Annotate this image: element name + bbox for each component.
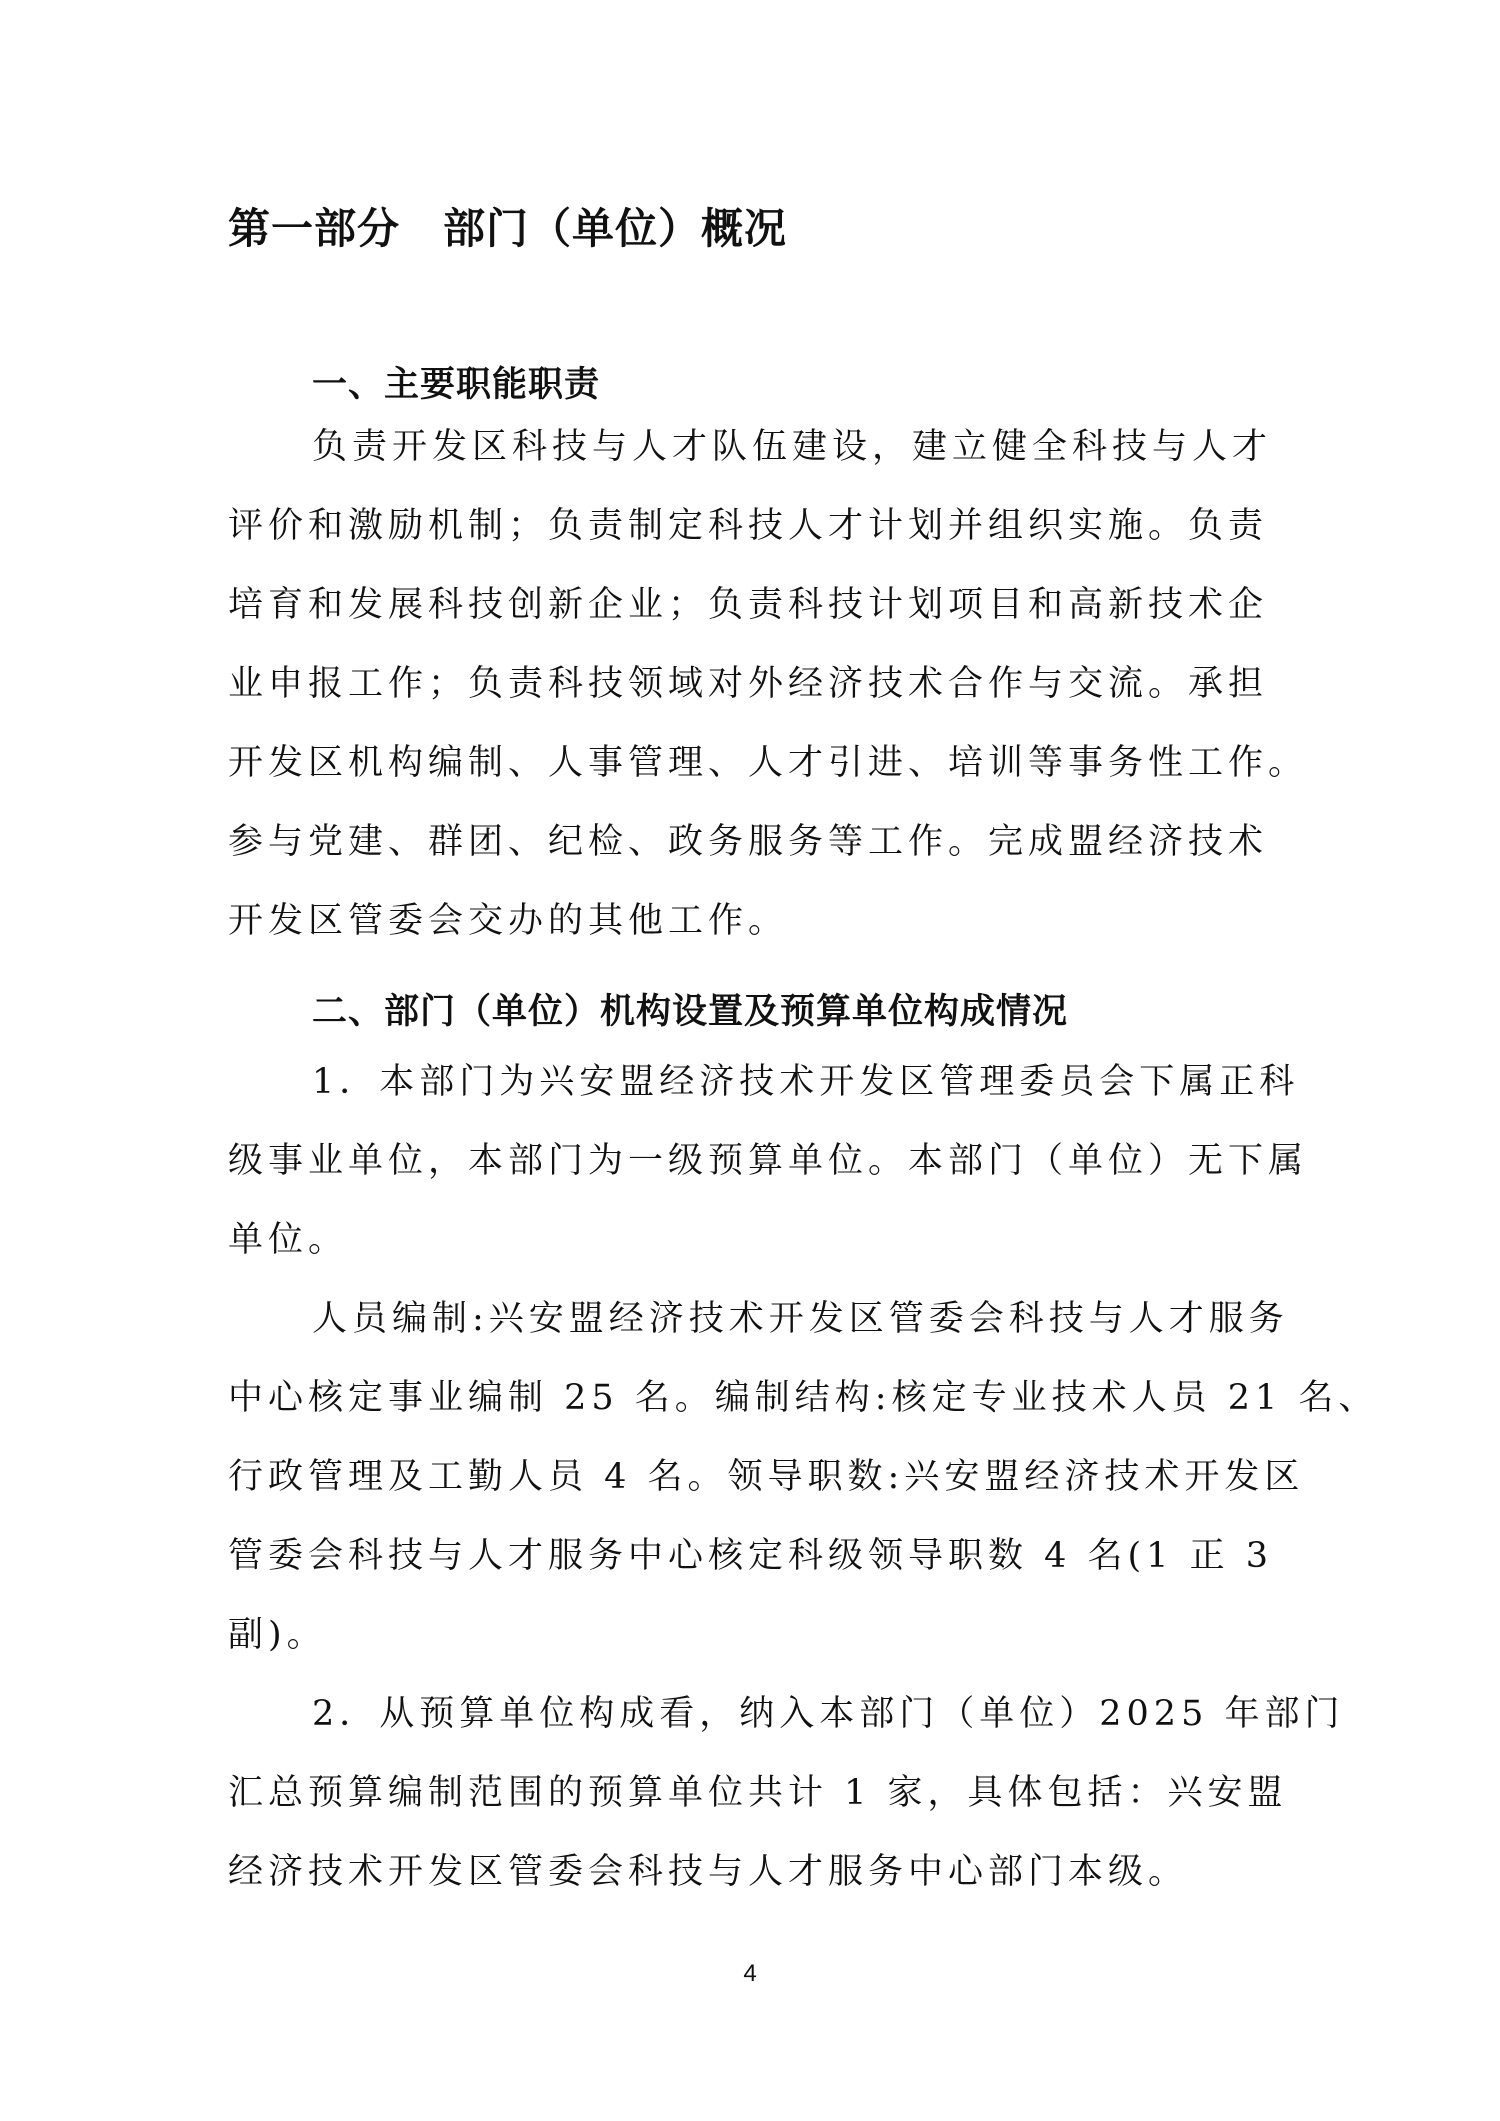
paragraph-line: 评价和激励机制；负责制定科技人才计划并组织实施。负责 — [228, 506, 1269, 546]
paragraph-line: 2．从预算单位构成看，纳入本部门（单位）2025 年部门 — [312, 1694, 1345, 1734]
paragraph-line: 汇总预算编制范围的预算单位共计 1 家，具体包括：兴安盟 — [228, 1773, 1288, 1813]
paragraph-line: 管委会科技与人才服务中心核定科级领导职数 4 名(1 正 3 — [228, 1536, 1273, 1576]
section-heading-structure: 二、部门（单位）机构设置及预算单位构成情况 — [312, 992, 1069, 1032]
page-number: 4 — [743, 1960, 757, 1987]
paragraph-line: 经济技术开发区管委会科技与人才服务中心部门本级。 — [228, 1852, 1189, 1892]
paragraph-line: 人员编制:兴安盟经济技术开发区管委会科技与人才服务 — [312, 1299, 1289, 1339]
paragraph-line: 培育和发展科技创新企业；负责科技计划项目和高新技术企 — [228, 585, 1269, 625]
paragraph-line: 开发区管委会交办的其他工作。 — [228, 901, 789, 941]
paragraph-line: 参与党建、群团、纪检、政务服务等工作。完成盟经济技术 — [228, 822, 1269, 862]
paragraph-line: 中心核定事业编制 25 名。编制结构:核定专业技术人员 21 名、 — [228, 1378, 1379, 1418]
paragraph-line: 行政管理及工勤人员 4 名。领导职数:兴安盟经济技术开发区 — [228, 1457, 1305, 1497]
paragraph-line: 副)。 — [228, 1615, 327, 1655]
page-title: 第一部分 部门（单位）概况 — [228, 204, 788, 253]
paragraph-line: 开发区机构编制、人事管理、人才引进、培训等事务性工作。 — [228, 743, 1309, 783]
paragraph-line: 1．本部门为兴安盟经济技术开发区管理委员会下属正科 — [312, 1062, 1300, 1102]
paragraph-line: 业申报工作；负责科技领域对外经济技术合作与交流。承担 — [228, 664, 1269, 704]
paragraph-line: 级事业单位，本部门为一级预算单位。本部门（单位）无下属 — [228, 1141, 1309, 1181]
paragraph-line: 单位。 — [228, 1220, 349, 1260]
section-heading-functions: 一、主要职能职责 — [312, 365, 601, 405]
paragraph-line: 负责开发区科技与人才队伍建设，建立健全科技与人才 — [312, 427, 1273, 467]
